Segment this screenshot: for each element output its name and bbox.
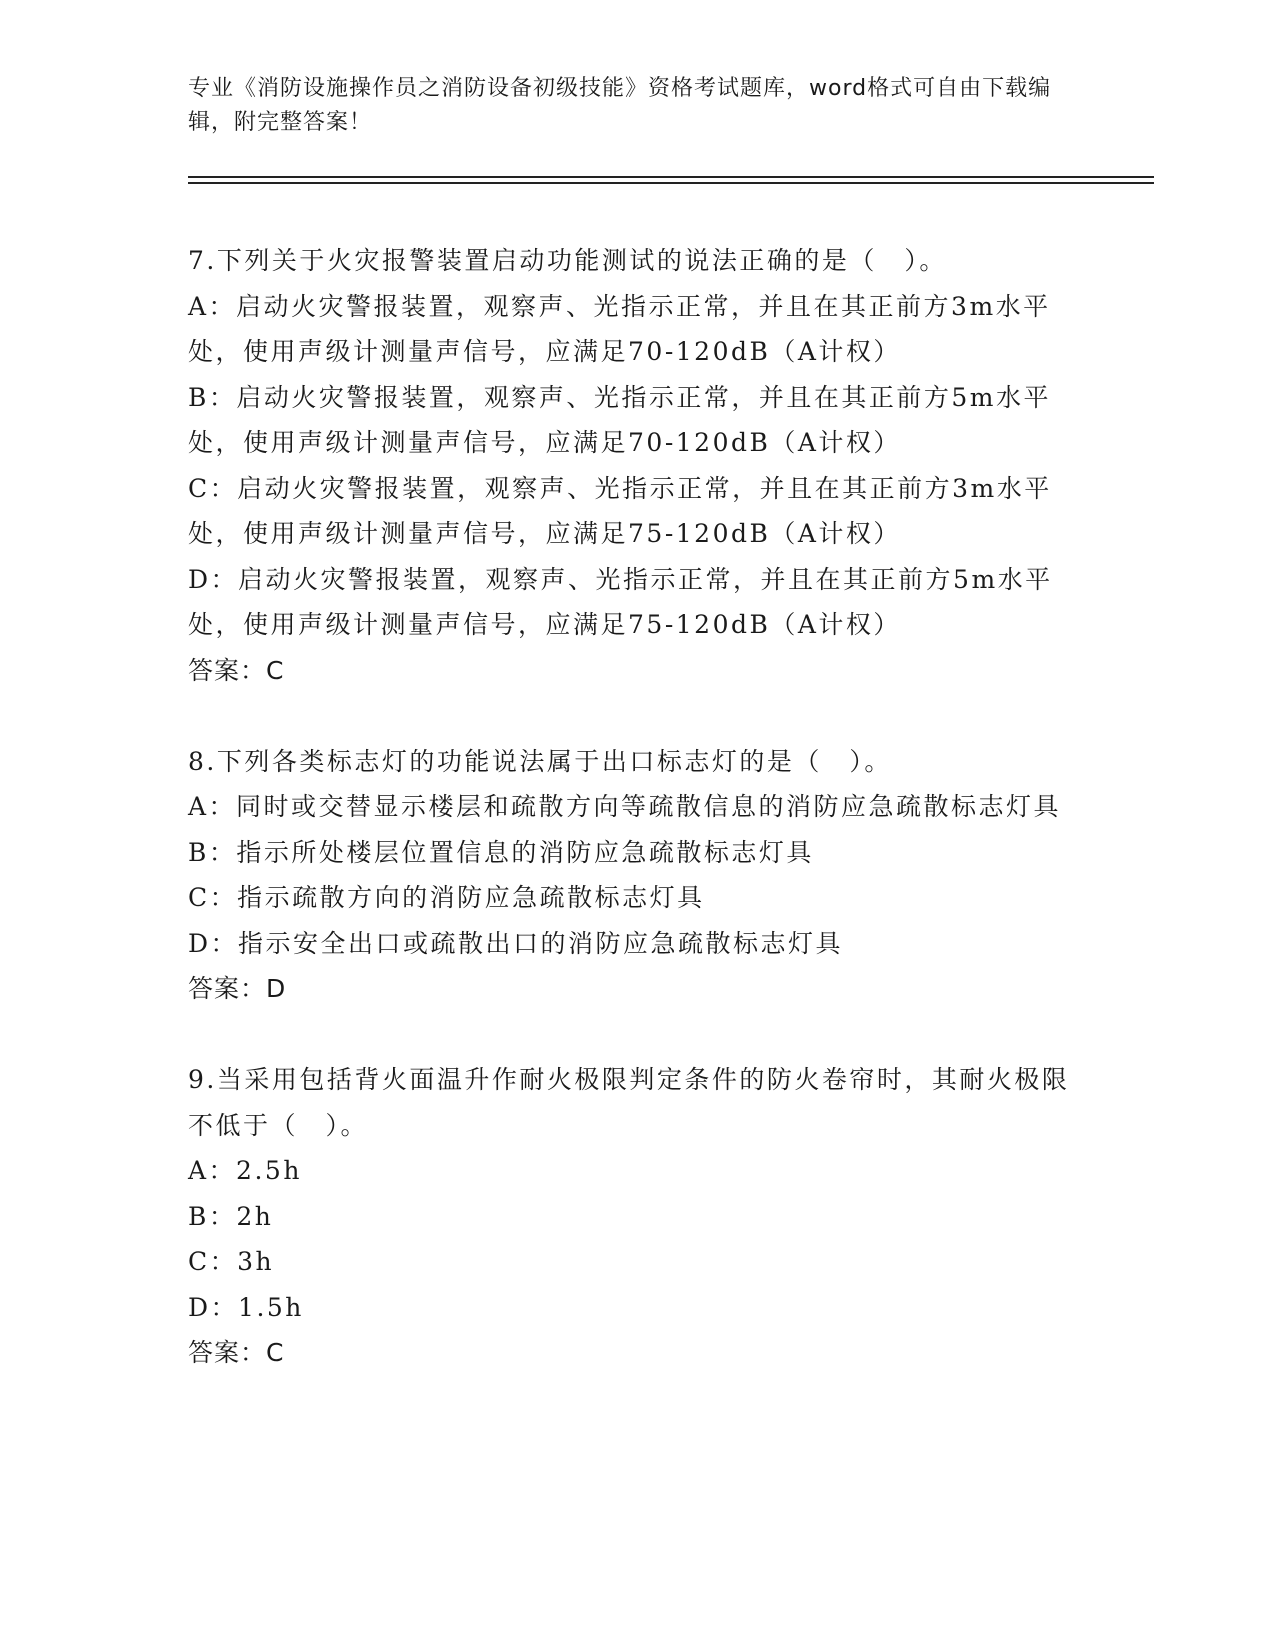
question-stem: 8.下列各类标志灯的功能说法属于出口标志灯的是（ ）。: [188, 746, 892, 776]
option-a: A：启动火灾警报装置，观察声、光指示正常，并且在其正前方3m水平处，使用声级计测量声信号，应满足70-120dB（A计权）: [188, 291, 1051, 366]
question-list: [188, 238, 1088, 1421]
option-b: B：2h: [188, 1201, 274, 1231]
option-c: C：指示疏散方向的消防应急疏散标志灯具: [188, 883, 705, 912]
option-b: B：指示所处楼层位置信息的消防应急疏散标志灯具: [188, 837, 814, 867]
option-d: D：指示安全出口或疏散出口的消防应急疏散标志灯具: [188, 928, 844, 958]
question-stem: 7.下列关于火灾报警装置启动功能测试的说法正确的是（ ）。: [188, 246, 947, 275]
header-divider-bottom: [188, 182, 1154, 184]
answer-text: 答案：C: [188, 1338, 285, 1367]
option-a: A：同时或交替显示楼层和疏散方向等疏散信息的消防应急疏散标志灯具: [188, 792, 1062, 821]
question-7: [188, 238, 1088, 693]
option-b: B：启动火灾警报装置，观察声、光指示正常，并且在其正前方5m水平处，使用声级计测量声信号，应满足70-120dB（A计权）: [188, 382, 1051, 457]
option-a: A：2.5h: [188, 1156, 302, 1185]
option-d: D：1.5h: [188, 1292, 304, 1322]
question-8: [188, 739, 1088, 1012]
option-c: C：3h: [188, 1247, 275, 1276]
answer-text: 答案：C: [188, 655, 285, 685]
question-9: [188, 1057, 1088, 1376]
option-c: C：启动火灾警报装置，观察声、光指示正常，并且在其正前方3m水平处，使用声级计测量声信号，应满足75-120dB（A计权）: [188, 473, 1052, 548]
option-d: D：启动火灾警报装置，观察声、光指示正常，并且在其正前方5m水平处，使用声级计测量声信号，应满足75-120dB（A计权）: [188, 564, 1053, 639]
question-stem: 9.当采用包括背火面温升作耐火极限判定条件的防火卷帘时，其耐火极限不低于（ ）。: [188, 1065, 1070, 1140]
answer-text: 答案：D: [188, 974, 287, 1003]
document-header: [188, 72, 1068, 140]
header-intro-text: 专业《消防设施操作员之消防设备初级技能》资格考试题库，word格式可自由下载编辑，附完整答案！: [188, 76, 1052, 135]
header-divider-top: [188, 176, 1154, 178]
